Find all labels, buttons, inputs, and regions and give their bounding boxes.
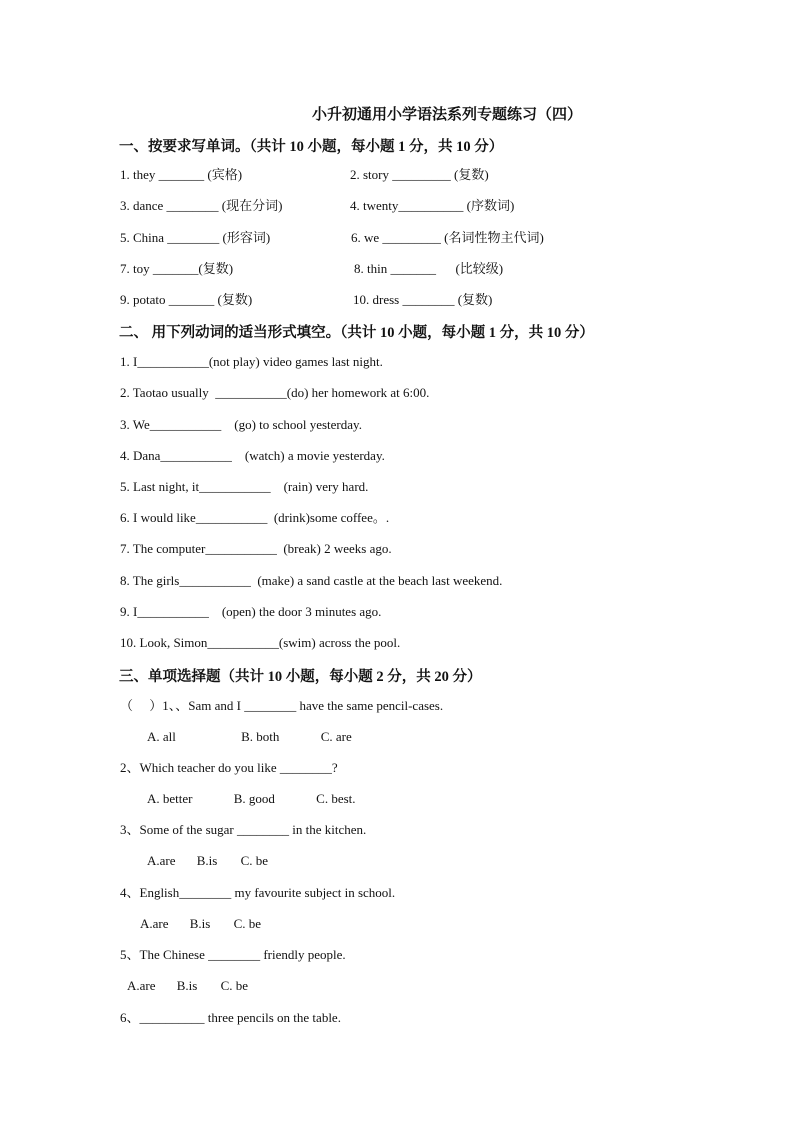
s2-item-3: 3. We___________ (go) to school yesterday. <box>120 417 362 432</box>
option-a: A. better <box>147 791 193 806</box>
s3-question-4: 4、English________ my favourite subject in school. <box>120 885 396 900</box>
s1-item-9: 9. potato _______ (复数) <box>120 292 253 307</box>
s3-question-3-options <box>147 853 268 869</box>
option-c: C. are <box>320 729 352 744</box>
s3-question-2-options <box>147 791 356 807</box>
option-a: A.are <box>127 978 156 993</box>
section-2-heading: 二、 用下列动词的适当形式填空。（共计 10 小题，每小题 1 分，共 10 分） <box>119 325 594 341</box>
s2-item-2: 2. Taotao usually ___________(do) her homework at 6:00. <box>120 385 430 400</box>
s2-item-4: 4. Dana___________ (watch) a movie yesterday. <box>120 448 385 463</box>
option-c: C. be <box>240 853 269 868</box>
s3-question-6: 6、__________ three pencils on the table. <box>120 1010 341 1025</box>
s2-item-8: 8. The girls___________ (make) a sand castle at the beach last weekend. <box>120 573 503 588</box>
option-a: A. all <box>147 729 176 744</box>
s3-question-1: （ ）1、、Sam and I ________ have the same pencil-cases. <box>120 698 444 713</box>
s3-question-1-options <box>147 729 352 745</box>
s1-item-4: 4. twenty__________ (序数词) <box>350 198 515 213</box>
s3-question-3: 3、Some of the sugar ________ in the kitchen. <box>120 822 367 837</box>
s3-question-2: 2、Which teacher do you like ________? <box>120 760 338 775</box>
s1-item-8: 8. thin _______ (比较级) <box>354 261 504 276</box>
section-3-heading: 三、单项选择题（共计 10 小题，每小题 2 分，共 20 分） <box>119 669 482 685</box>
option-a: A.are <box>140 916 169 931</box>
s1-item-10: 10. dress ________ (复数) <box>353 292 493 307</box>
s3-question-4-options <box>140 916 261 932</box>
s2-item-5: 5. Last night, it___________ (rain) very hard. <box>120 479 369 494</box>
s2-item-1: 1. I___________(not play) video games last night. <box>120 354 383 369</box>
s2-item-10: 10. Look, Simon___________(swim) across the pool. <box>120 635 401 650</box>
option-b: B.is <box>189 916 211 931</box>
s2-item-6: 6. I would like___________ (drink)some coffee。. <box>120 510 390 525</box>
s1-item-1: 1. they _______ (宾格) <box>120 167 243 182</box>
s1-item-5: 5. China ________ (形容词) <box>120 230 271 245</box>
s2-item-7: 7. The computer___________ (break) 2 weeks ago. <box>120 541 392 556</box>
option-c: C. be <box>220 978 249 993</box>
s1-item-2: 2. story _________ (复数) <box>350 167 489 182</box>
option-c: C. be <box>233 916 262 931</box>
s3-question-5: 5、The Chinese ________ friendly people. <box>120 947 346 962</box>
option-c: C. best. <box>316 791 356 806</box>
s2-item-9: 9. I___________ (open) the door 3 minutes ago. <box>120 604 382 619</box>
s1-item-6: 6. we _________ (名词性物主代词) <box>351 230 544 245</box>
option-b: B. good <box>233 791 275 806</box>
s1-item-3: 3. dance ________ (现在分词) <box>120 198 283 213</box>
option-b: B.is <box>196 853 218 868</box>
option-b: B. both <box>241 729 280 744</box>
s1-item-7: 7. toy _______(复数) <box>120 261 234 276</box>
page-title <box>0 103 684 124</box>
option-a: A.are <box>147 853 176 868</box>
s3-question-5-options <box>127 978 248 994</box>
option-b: B.is <box>176 978 198 993</box>
page-title-text: 小升初通用小学语法系列专题练习（四） <box>311 107 582 123</box>
section-1-heading: 一、按要求写单词。（共计 10 小题，每小题 1 分，共 10 分） <box>119 139 504 155</box>
